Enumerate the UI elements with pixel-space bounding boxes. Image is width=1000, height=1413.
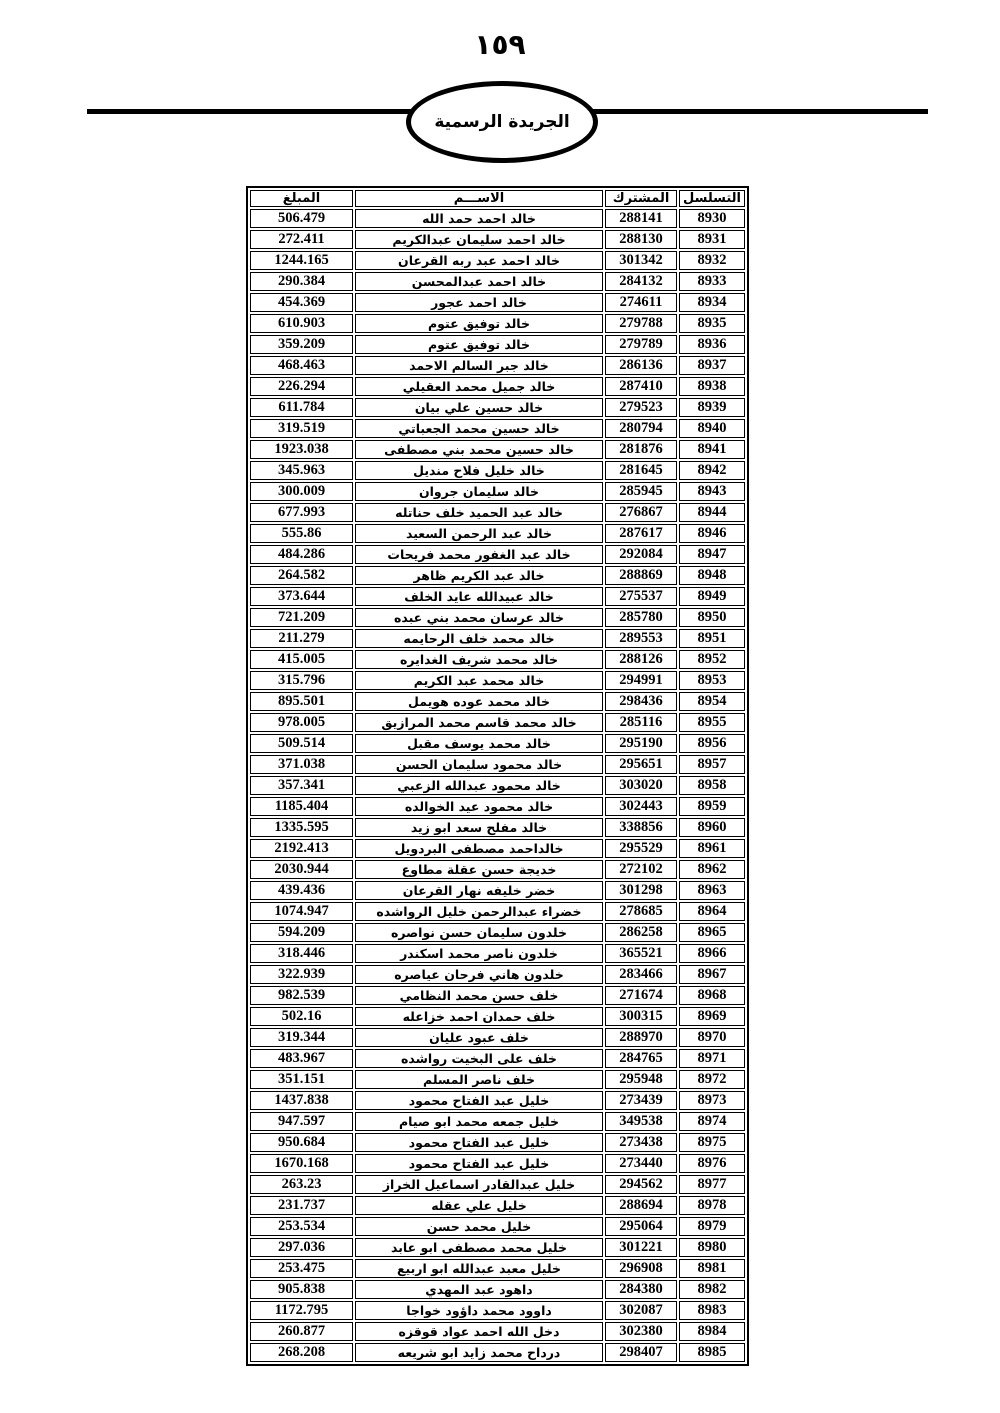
amount-cell: 1244.165 bbox=[250, 251, 353, 270]
table-row bbox=[250, 923, 745, 942]
subscriber-cell: 279523 bbox=[605, 398, 677, 417]
name-cell: خليل عبد الفتاح محمود bbox=[355, 1133, 603, 1152]
serial-cell: 8972 bbox=[679, 1070, 745, 1089]
amount-cell: 351.151 bbox=[250, 1070, 353, 1089]
subscriber-cell: 279789 bbox=[605, 335, 677, 354]
serial-cell: 8979 bbox=[679, 1217, 745, 1236]
name-cell: خالد عبد الغفور محمد فريحات bbox=[355, 545, 603, 564]
table-row bbox=[250, 881, 745, 900]
name-cell: خالد عبيدالله عايد الخلف bbox=[355, 587, 603, 606]
amount-cell: 226.294 bbox=[250, 377, 353, 396]
name-cell: خديجة حسن عقلة مطاوع bbox=[355, 860, 603, 879]
amount-cell: 611.784 bbox=[250, 398, 353, 417]
table-row bbox=[250, 587, 745, 606]
name-cell: خليل محمد حسن bbox=[355, 1217, 603, 1236]
serial-cell: 8952 bbox=[679, 650, 745, 669]
table-row bbox=[250, 545, 745, 564]
amount-cell: 300.009 bbox=[250, 482, 353, 501]
amount-cell: 2030.944 bbox=[250, 860, 353, 879]
subscriber-cell: 295190 bbox=[605, 734, 677, 753]
name-cell: خالد جميل محمد العقيلي bbox=[355, 377, 603, 396]
serial-cell: 8982 bbox=[679, 1280, 745, 1299]
name-cell: خالد محمود سليمان الحسن bbox=[355, 755, 603, 774]
name-cell: خالد محمد عبد الكريم bbox=[355, 671, 603, 690]
col-header-subscriber: المشترك bbox=[605, 190, 677, 207]
name-cell: خلدون سليمان حسن نواصره bbox=[355, 923, 603, 942]
serial-cell: 8936 bbox=[679, 335, 745, 354]
serial-cell: 8960 bbox=[679, 818, 745, 837]
table-row bbox=[250, 1007, 745, 1026]
serial-cell: 8981 bbox=[679, 1259, 745, 1278]
table-row bbox=[250, 1301, 745, 1320]
table-row bbox=[250, 566, 745, 585]
name-cell: خالد احمد عجور bbox=[355, 293, 603, 312]
subscriber-cell: 294562 bbox=[605, 1175, 677, 1194]
serial-cell: 8950 bbox=[679, 608, 745, 627]
serial-cell: 8957 bbox=[679, 755, 745, 774]
name-cell: خالد حسين علي بيان bbox=[355, 398, 603, 417]
name-cell: خالد عبد الحميد خلف حناتله bbox=[355, 503, 603, 522]
amount-cell: 1437.838 bbox=[250, 1091, 353, 1110]
serial-cell: 8954 bbox=[679, 692, 745, 711]
table-row bbox=[250, 1322, 745, 1341]
serial-cell: 8973 bbox=[679, 1091, 745, 1110]
table-row bbox=[250, 440, 745, 459]
amount-cell: 484.286 bbox=[250, 545, 353, 564]
serial-cell: 8943 bbox=[679, 482, 745, 501]
table-row bbox=[250, 335, 745, 354]
amount-cell: 359.209 bbox=[250, 335, 353, 354]
subscriber-cell: 284132 bbox=[605, 272, 677, 291]
name-cell: خالد عبد الرحمن السعيد bbox=[355, 524, 603, 543]
table-row bbox=[250, 272, 745, 291]
subscriber-cell: 286136 bbox=[605, 356, 677, 375]
amount-cell: 231.737 bbox=[250, 1196, 353, 1215]
table-row bbox=[250, 608, 745, 627]
table-row bbox=[250, 965, 745, 984]
subscriber-cell: 295948 bbox=[605, 1070, 677, 1089]
amount-cell: 322.939 bbox=[250, 965, 353, 984]
col-header-serial: التسلسل bbox=[679, 190, 745, 207]
name-cell: خالد توفيق عتوم bbox=[355, 335, 603, 354]
amount-cell: 345.963 bbox=[250, 461, 353, 480]
col-header-name: الاســـم bbox=[355, 190, 603, 207]
subscriber-cell: 301221 bbox=[605, 1238, 677, 1257]
serial-cell: 8978 bbox=[679, 1196, 745, 1215]
table-row bbox=[250, 734, 745, 753]
table-row bbox=[250, 1238, 745, 1257]
name-cell: خالد محمد شريف الغدايره bbox=[355, 650, 603, 669]
name-cell: خليل عبد الفتاح محمود bbox=[355, 1154, 603, 1173]
subscriber-cell: 285116 bbox=[605, 713, 677, 732]
amount-cell: 253.475 bbox=[250, 1259, 353, 1278]
amount-cell: 594.209 bbox=[250, 923, 353, 942]
table-row bbox=[250, 1028, 745, 1047]
subscriber-cell: 338856 bbox=[605, 818, 677, 837]
table-row bbox=[250, 503, 745, 522]
table-row bbox=[250, 671, 745, 690]
table-row bbox=[250, 314, 745, 333]
amount-cell: 297.036 bbox=[250, 1238, 353, 1257]
serial-cell: 8951 bbox=[679, 629, 745, 648]
serial-cell: 8955 bbox=[679, 713, 745, 732]
records-table bbox=[246, 186, 749, 1366]
amount-cell: 290.384 bbox=[250, 272, 353, 291]
name-cell: خالد محمد يوسف مقبل bbox=[355, 734, 603, 753]
subscriber-cell: 273439 bbox=[605, 1091, 677, 1110]
table-row bbox=[250, 1196, 745, 1215]
serial-cell: 8969 bbox=[679, 1007, 745, 1026]
subscriber-cell: 281876 bbox=[605, 440, 677, 459]
name-cell: خليل محمد مصطفى ابو عابد bbox=[355, 1238, 603, 1257]
subscriber-cell: 295529 bbox=[605, 839, 677, 858]
subscriber-cell: 292084 bbox=[605, 545, 677, 564]
serial-cell: 8948 bbox=[679, 566, 745, 585]
subscriber-cell: 349538 bbox=[605, 1112, 677, 1131]
serial-cell: 8962 bbox=[679, 860, 745, 879]
serial-cell: 8933 bbox=[679, 272, 745, 291]
amount-cell: 895.501 bbox=[250, 692, 353, 711]
table-row bbox=[250, 1175, 745, 1194]
table-row bbox=[250, 944, 745, 963]
serial-cell: 8971 bbox=[679, 1049, 745, 1068]
subscriber-cell: 288130 bbox=[605, 230, 677, 249]
name-cell: خالد محمد قاسم محمد المرازيق bbox=[355, 713, 603, 732]
name-cell: خالد محمود عيد الخوالده bbox=[355, 797, 603, 816]
name-cell: خضر خليفه نهار القرعان bbox=[355, 881, 603, 900]
serial-cell: 8935 bbox=[679, 314, 745, 333]
name-cell: خليل عبد الفتاح محمود bbox=[355, 1091, 603, 1110]
table-body bbox=[250, 209, 745, 1362]
amount-cell: 502.16 bbox=[250, 1007, 353, 1026]
subscriber-cell: 273440 bbox=[605, 1154, 677, 1173]
name-cell: خالد احمد عبد ربه القرعان bbox=[355, 251, 603, 270]
table-row bbox=[250, 461, 745, 480]
amount-cell: 978.005 bbox=[250, 713, 353, 732]
amount-cell: 439.436 bbox=[250, 881, 353, 900]
subscriber-cell: 284765 bbox=[605, 1049, 677, 1068]
table-header-row bbox=[250, 190, 745, 207]
amount-cell: 260.877 bbox=[250, 1322, 353, 1341]
subscriber-cell: 289553 bbox=[605, 629, 677, 648]
amount-cell: 468.463 bbox=[250, 356, 353, 375]
name-cell: دخل الله احمد عواد قوقزه bbox=[355, 1322, 603, 1341]
gazette-banner-label: الجريدة الرسمية bbox=[434, 112, 570, 132]
name-cell: داهود عبد المهدي bbox=[355, 1280, 603, 1299]
amount-cell: 721.209 bbox=[250, 608, 353, 627]
subscriber-cell: 279788 bbox=[605, 314, 677, 333]
serial-cell: 8965 bbox=[679, 923, 745, 942]
table-row bbox=[250, 1343, 745, 1362]
name-cell: خلدون هاني فرحان عياصره bbox=[355, 965, 603, 984]
table-row bbox=[250, 524, 745, 543]
serial-cell: 8932 bbox=[679, 251, 745, 270]
table-row bbox=[250, 251, 745, 270]
name-cell: خالد محمد عوده هويمل bbox=[355, 692, 603, 711]
serial-cell: 8931 bbox=[679, 230, 745, 249]
subscriber-cell: 280794 bbox=[605, 419, 677, 438]
subscriber-cell: 302380 bbox=[605, 1322, 677, 1341]
name-cell: خليل عبدالقادر اسماعيل الخراز bbox=[355, 1175, 603, 1194]
col-header-amount: المبلغ bbox=[250, 190, 353, 207]
amount-cell: 415.005 bbox=[250, 650, 353, 669]
subscriber-cell: 294991 bbox=[605, 671, 677, 690]
amount-cell: 1185.404 bbox=[250, 797, 353, 816]
table-row bbox=[250, 209, 745, 228]
amount-cell: 677.993 bbox=[250, 503, 353, 522]
subscriber-cell: 301298 bbox=[605, 881, 677, 900]
amount-cell: 1172.795 bbox=[250, 1301, 353, 1320]
table-row bbox=[250, 818, 745, 837]
table-row bbox=[250, 986, 745, 1005]
serial-cell: 8984 bbox=[679, 1322, 745, 1341]
amount-cell: 357.341 bbox=[250, 776, 353, 795]
name-cell: خلف ناصر المسلم bbox=[355, 1070, 603, 1089]
amount-cell: 315.796 bbox=[250, 671, 353, 690]
amount-cell: 319.344 bbox=[250, 1028, 353, 1047]
name-cell: خالد احمد عبدالمحسن bbox=[355, 272, 603, 291]
table-row bbox=[250, 776, 745, 795]
name-cell: داوود محمد داؤود خواجا bbox=[355, 1301, 603, 1320]
table-row bbox=[250, 860, 745, 879]
subscriber-cell: 287410 bbox=[605, 377, 677, 396]
serial-cell: 8983 bbox=[679, 1301, 745, 1320]
gazette-banner-oval bbox=[406, 81, 598, 163]
name-cell: خالداحمد مصطفى البردويل bbox=[355, 839, 603, 858]
table-row bbox=[250, 1133, 745, 1152]
table-row bbox=[250, 356, 745, 375]
name-cell: خليل جمعه محمد ابو صيام bbox=[355, 1112, 603, 1131]
name-cell: خالد عرسان محمد بني عبده bbox=[355, 608, 603, 627]
subscriber-cell: 281645 bbox=[605, 461, 677, 480]
serial-cell: 8934 bbox=[679, 293, 745, 312]
subscriber-cell: 276867 bbox=[605, 503, 677, 522]
amount-cell: 1074.947 bbox=[250, 902, 353, 921]
table-row bbox=[250, 713, 745, 732]
amount-cell: 318.446 bbox=[250, 944, 353, 963]
serial-cell: 8968 bbox=[679, 986, 745, 1005]
amount-cell: 905.838 bbox=[250, 1280, 353, 1299]
table-row bbox=[250, 293, 745, 312]
subscriber-cell: 300315 bbox=[605, 1007, 677, 1026]
table-row bbox=[250, 419, 745, 438]
name-cell: خضراء عبدالرحمن خليل الرواشده bbox=[355, 902, 603, 921]
table-row bbox=[250, 650, 745, 669]
serial-cell: 8944 bbox=[679, 503, 745, 522]
table-row bbox=[250, 482, 745, 501]
subscriber-cell: 285780 bbox=[605, 608, 677, 627]
subscriber-cell: 288694 bbox=[605, 1196, 677, 1215]
amount-cell: 509.514 bbox=[250, 734, 353, 753]
table-row bbox=[250, 1070, 745, 1089]
subscriber-cell: 288126 bbox=[605, 650, 677, 669]
name-cell: خليل علي عقله bbox=[355, 1196, 603, 1215]
subscriber-cell: 365521 bbox=[605, 944, 677, 963]
serial-cell: 8980 bbox=[679, 1238, 745, 1257]
amount-cell: 264.582 bbox=[250, 566, 353, 585]
subscriber-cell: 272102 bbox=[605, 860, 677, 879]
table-row bbox=[250, 1217, 745, 1236]
subscriber-cell: 271674 bbox=[605, 986, 677, 1005]
table-row bbox=[250, 755, 745, 774]
subscriber-cell: 301342 bbox=[605, 251, 677, 270]
name-cell: خالد مفلح سعد ابو زيد bbox=[355, 818, 603, 837]
name-cell: خلدون ناصر محمد اسكندر bbox=[355, 944, 603, 963]
name-cell: خالد محمد خلف الرحايمه bbox=[355, 629, 603, 648]
subscriber-cell: 275537 bbox=[605, 587, 677, 606]
subscriber-cell: 298407 bbox=[605, 1343, 677, 1362]
amount-cell: 211.279 bbox=[250, 629, 353, 648]
serial-cell: 8977 bbox=[679, 1175, 745, 1194]
subscriber-cell: 273438 bbox=[605, 1133, 677, 1152]
name-cell: خلف على البخيت رواشده bbox=[355, 1049, 603, 1068]
name-cell: خلف حسن محمد النظامي bbox=[355, 986, 603, 1005]
table-row bbox=[250, 692, 745, 711]
amount-cell: 263.23 bbox=[250, 1175, 353, 1194]
table-row bbox=[250, 797, 745, 816]
amount-cell: 555.86 bbox=[250, 524, 353, 543]
serial-cell: 8974 bbox=[679, 1112, 745, 1131]
name-cell: خليل معبد عبدالله ابو اربيع bbox=[355, 1259, 603, 1278]
subscriber-cell: 287617 bbox=[605, 524, 677, 543]
name-cell: خالد حسين محمد الجعباتي bbox=[355, 419, 603, 438]
amount-cell: 253.534 bbox=[250, 1217, 353, 1236]
amount-cell: 1335.595 bbox=[250, 818, 353, 837]
table-row bbox=[250, 1112, 745, 1131]
name-cell: خالد جبر السالم الاحمد bbox=[355, 356, 603, 375]
serial-cell: 8959 bbox=[679, 797, 745, 816]
name-cell: خالد خليل فلاح منديل bbox=[355, 461, 603, 480]
subscriber-cell: 274611 bbox=[605, 293, 677, 312]
amount-cell: 947.597 bbox=[250, 1112, 353, 1131]
name-cell: درداح محمد زايد ابو شريعه bbox=[355, 1343, 603, 1362]
amount-cell: 373.644 bbox=[250, 587, 353, 606]
table-row bbox=[250, 230, 745, 249]
serial-cell: 8966 bbox=[679, 944, 745, 963]
amount-cell: 1670.168 bbox=[250, 1154, 353, 1173]
amount-cell: 371.038 bbox=[250, 755, 353, 774]
table-row bbox=[250, 1154, 745, 1173]
serial-cell: 8947 bbox=[679, 545, 745, 564]
subscriber-cell: 298436 bbox=[605, 692, 677, 711]
table-row bbox=[250, 377, 745, 396]
serial-cell: 8975 bbox=[679, 1133, 745, 1152]
name-cell: خلف عبود عليان bbox=[355, 1028, 603, 1047]
amount-cell: 982.539 bbox=[250, 986, 353, 1005]
subscriber-cell: 303020 bbox=[605, 776, 677, 795]
subscriber-cell: 302087 bbox=[605, 1301, 677, 1320]
table-row bbox=[250, 902, 745, 921]
serial-cell: 8976 bbox=[679, 1154, 745, 1173]
name-cell: خلف حمدان احمد خزاعله bbox=[355, 1007, 603, 1026]
name-cell: خالد احمد حمد الله bbox=[355, 209, 603, 228]
amount-cell: 454.369 bbox=[250, 293, 353, 312]
page-number: ١٥٩ bbox=[474, 28, 526, 61]
serial-cell: 8958 bbox=[679, 776, 745, 795]
amount-cell: 610.903 bbox=[250, 314, 353, 333]
serial-cell: 8963 bbox=[679, 881, 745, 900]
serial-cell: 8930 bbox=[679, 209, 745, 228]
serial-cell: 8946 bbox=[679, 524, 745, 543]
serial-cell: 8940 bbox=[679, 419, 745, 438]
subscriber-cell: 295651 bbox=[605, 755, 677, 774]
name-cell: خالد توفيق عتوم bbox=[355, 314, 603, 333]
table-row bbox=[250, 1049, 745, 1068]
subscriber-cell: 295064 bbox=[605, 1217, 677, 1236]
table-row bbox=[250, 1259, 745, 1278]
subscriber-cell: 302443 bbox=[605, 797, 677, 816]
subscriber-cell: 288970 bbox=[605, 1028, 677, 1047]
table-row bbox=[250, 629, 745, 648]
name-cell: خالد احمد سليمان عبدالكريم bbox=[355, 230, 603, 249]
subscriber-cell: 286258 bbox=[605, 923, 677, 942]
name-cell: خالد حسين محمد بني مصطفى bbox=[355, 440, 603, 459]
serial-cell: 8953 bbox=[679, 671, 745, 690]
serial-cell: 8941 bbox=[679, 440, 745, 459]
table-row bbox=[250, 398, 745, 417]
amount-cell: 272.411 bbox=[250, 230, 353, 249]
amount-cell: 483.967 bbox=[250, 1049, 353, 1068]
subscriber-cell: 288869 bbox=[605, 566, 677, 585]
subscriber-cell: 284380 bbox=[605, 1280, 677, 1299]
serial-cell: 8938 bbox=[679, 377, 745, 396]
name-cell: خالد عبد الكريم ظاهر bbox=[355, 566, 603, 585]
amount-cell: 268.208 bbox=[250, 1343, 353, 1362]
serial-cell: 8967 bbox=[679, 965, 745, 984]
amount-cell: 506.479 bbox=[250, 209, 353, 228]
subscriber-cell: 285945 bbox=[605, 482, 677, 501]
amount-cell: 319.519 bbox=[250, 419, 353, 438]
subscriber-cell: 283466 bbox=[605, 965, 677, 984]
table-row bbox=[250, 1280, 745, 1299]
name-cell: خالد محمود عبدالله الزعبي bbox=[355, 776, 603, 795]
serial-cell: 8939 bbox=[679, 398, 745, 417]
serial-cell: 8970 bbox=[679, 1028, 745, 1047]
name-cell: خالد سليمان جروان bbox=[355, 482, 603, 501]
amount-cell: 2192.413 bbox=[250, 839, 353, 858]
subscriber-cell: 288141 bbox=[605, 209, 677, 228]
serial-cell: 8949 bbox=[679, 587, 745, 606]
serial-cell: 8985 bbox=[679, 1343, 745, 1362]
serial-cell: 8961 bbox=[679, 839, 745, 858]
subscriber-cell: 278685 bbox=[605, 902, 677, 921]
serial-cell: 8942 bbox=[679, 461, 745, 480]
table-row bbox=[250, 1091, 745, 1110]
serial-cell: 8964 bbox=[679, 902, 745, 921]
serial-cell: 8956 bbox=[679, 734, 745, 753]
table-row bbox=[250, 839, 745, 858]
amount-cell: 950.684 bbox=[250, 1133, 353, 1152]
amount-cell: 1923.038 bbox=[250, 440, 353, 459]
subscriber-cell: 296908 bbox=[605, 1259, 677, 1278]
serial-cell: 8937 bbox=[679, 356, 745, 375]
